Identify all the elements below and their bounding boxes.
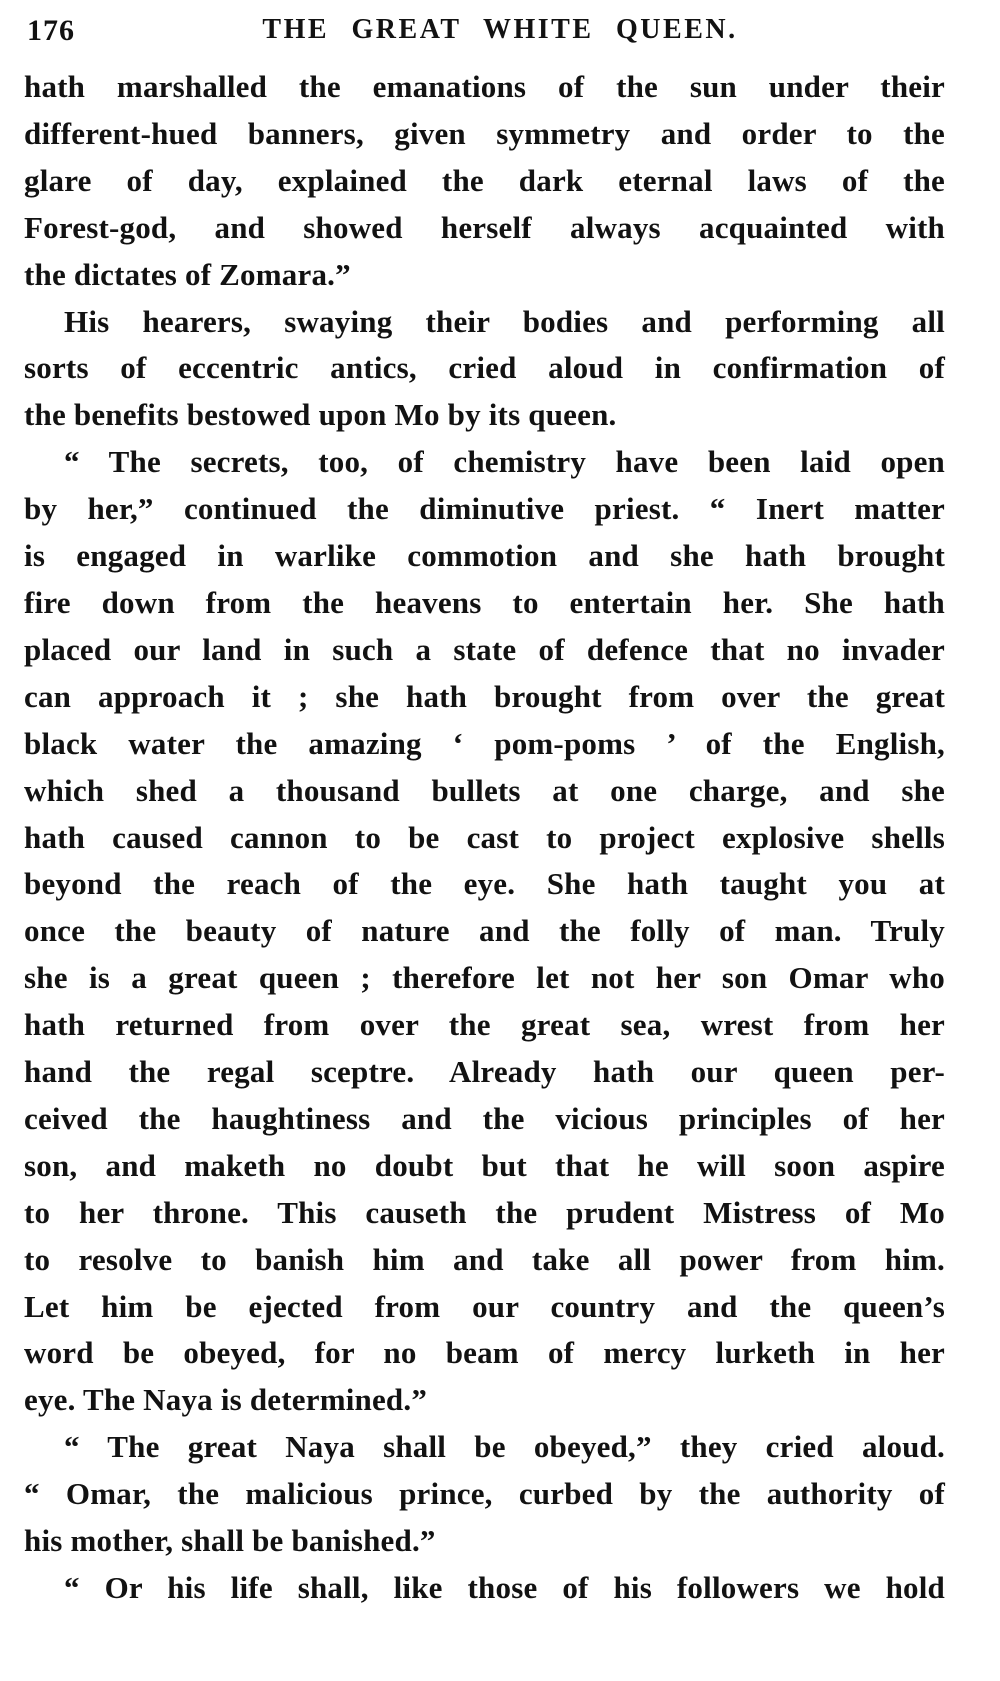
text-line: she is a great queen ; therefore let not her son Omar who bbox=[24, 960, 945, 996]
text-line: His hearers, swaying their bodies and performing all bbox=[64, 303, 945, 339]
text-line: by her,” continued the diminutive priest. “ Inert matter bbox=[24, 491, 945, 527]
text-line: hand the regal sceptre. Already hath our queen per- bbox=[24, 1054, 945, 1090]
page-body bbox=[24, 64, 945, 1612]
paragraph bbox=[24, 64, 945, 299]
text-line: to resolve to banish him and take all power from him. bbox=[24, 1241, 945, 1277]
text-line: black water the amazing ‘ pom-poms ’ of the English, bbox=[24, 725, 945, 761]
text-line: “ The great Naya shall be obeyed,” they cried aloud. bbox=[64, 1429, 945, 1465]
text-line: “ Omar, the malicious prince, curbed by the authority of bbox=[24, 1476, 945, 1512]
page-number: 176 bbox=[27, 14, 75, 47]
text-line: his mother, shall be banished.” bbox=[24, 1523, 436, 1559]
text-line: once the beauty of nature and the folly of man. Truly bbox=[24, 913, 945, 949]
page-header bbox=[0, 12, 1000, 52]
text-line: the benefits bestowed upon Mo by its queen. bbox=[24, 397, 617, 433]
text-line: the dictates of Zomara.” bbox=[24, 256, 351, 292]
text-line: Let him be ejected from our country and the queen’s bbox=[24, 1288, 945, 1324]
text-line: son, and maketh no doubt but that he will soon aspire bbox=[24, 1147, 945, 1183]
text-line: different-hued banners, given symmetry and order to the bbox=[24, 115, 945, 151]
text-line: eye. The Naya is determined.” bbox=[24, 1382, 428, 1418]
text-line: “ The secrets, too, of chemistry have been laid open bbox=[64, 444, 945, 480]
text-line: which shed a thousand bullets at one charge, and she bbox=[24, 772, 945, 808]
paragraph bbox=[24, 1565, 945, 1612]
text-line: is engaged in warlike commotion and she hath brought bbox=[24, 538, 945, 574]
text-line: Forest-god, and showed herself always acquainted with bbox=[24, 209, 945, 245]
text-line: hath caused cannon to be cast to project explosive shells bbox=[24, 819, 945, 855]
text-line: beyond the reach of the eye. She hath taught you at bbox=[24, 866, 945, 902]
text-line: word be obeyed, for no beam of mercy lurketh in her bbox=[24, 1335, 945, 1371]
text-line: sorts of eccentric antics, cried aloud in confirmation of bbox=[24, 350, 945, 386]
paragraph bbox=[24, 1424, 945, 1565]
text-line: hath marshalled the emanations of the sun under their bbox=[24, 69, 945, 104]
text-line: placed our land in such a state of defence that no invader bbox=[24, 631, 945, 667]
text-line: fire down from the heavens to entertain her. She hath bbox=[24, 584, 945, 620]
text-line: can approach it ; she hath brought from over the great bbox=[24, 678, 945, 714]
running-head: THE GREAT WHITE QUEEN. bbox=[262, 14, 738, 45]
text-line: hath returned from over the great sea, wrest from her bbox=[24, 1007, 945, 1043]
text-line: “ Or his life shall, like those of his followers we hold bbox=[64, 1570, 945, 1605]
paragraph bbox=[24, 299, 945, 440]
text-line: glare of day, explained the dark eternal laws of the bbox=[24, 162, 945, 198]
text-line: to her throne. This causeth the prudent Mistress of Mo bbox=[24, 1194, 945, 1230]
text-line: ceived the haughtiness and the vicious principles of her bbox=[24, 1100, 945, 1136]
paragraph bbox=[24, 439, 945, 1424]
